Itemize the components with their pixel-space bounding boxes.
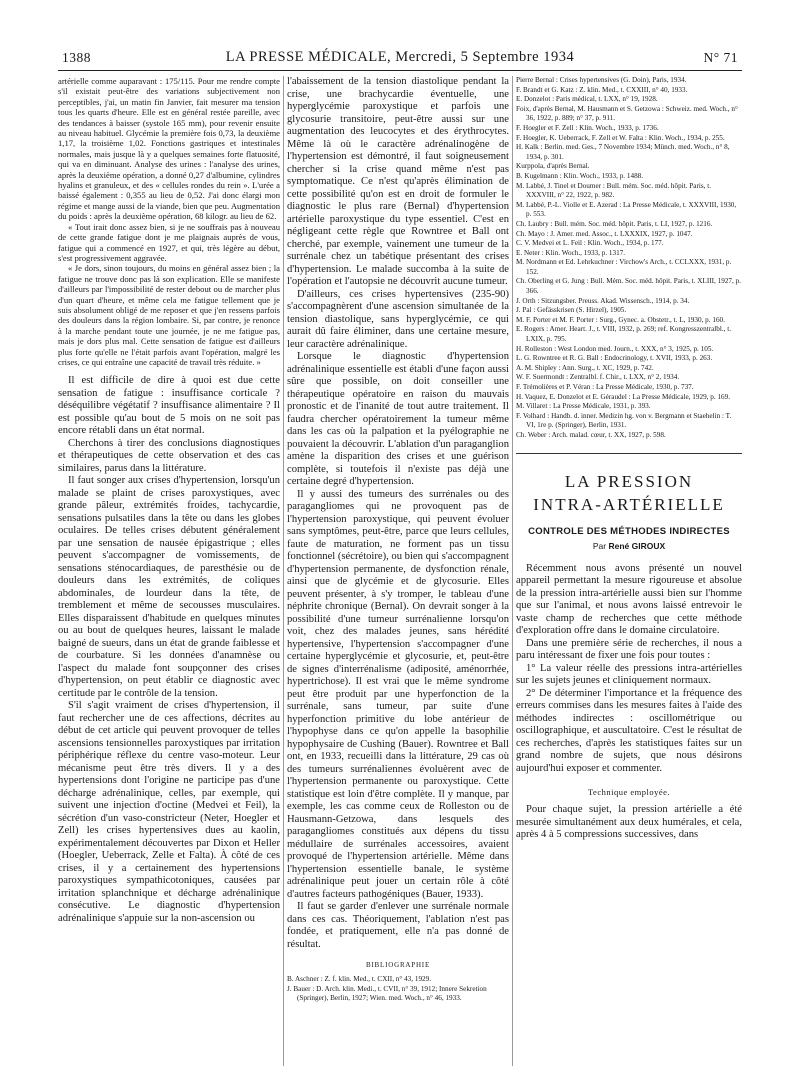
case-report-paragraph: « Je dors, sinon toujours, du moins en général assez bien ; la fatigue ne trouve donc pas là son explication. Elle se manifeste d'ailleurs par l'impossibilité de rester debout ou de marcher plus d'un quart d'heure, et même cela me fatigue tellement que je suis absolument obligé de me reposer et que j'en ressens parfois des douleurs dans la région lombaire. Si, par contre, je renonce à la marche pendant toute une journée, je ne me fatigue pas, mais je dors plus mal. Cette sensation de fatigue est d'ailleurs plus forte qu'elle ne l'était parfois avant l'opération, malgré les crises, ce qui entraîne une capacité de travail très réduite. » — [58, 263, 280, 367]
bibliography-entry: Ch. Laubry : Bull. mém. Soc. méd. hôpit. Paris, t. LI, 1927, p. 1216. — [516, 219, 713, 228]
bibliography-entry: Ch. Mayo : J. Amer. med. Assoc., t. LXXXIX, 1927, p. 1047. — [516, 229, 693, 238]
bibliography-entry: M. Nordmann et Ed. Lehrkuchner : Virchow's Arch., t. CCLXXX, 1931, p. 152. — [516, 258, 732, 276]
article-title: LA PRESSION — [564, 471, 694, 491]
section-heading: Technique employée. — [587, 787, 671, 798]
column-divider — [512, 76, 513, 1066]
article-author — [516, 541, 742, 551]
page-header — [58, 48, 742, 71]
bibliography-entry: F. Hoegler, K. Ueberrack, F. Zell et W. Falta : Klin. Woch., 1934, p. 255. — [516, 133, 725, 142]
bibliography-entry: Ch. Weber : Arch. malad. cœur, t. XX, 1927, p. 598. — [516, 430, 666, 439]
bibliography-entry: B. Kugelmann : Klin. Woch., 1933, p. 1488. — [516, 171, 644, 180]
body-paragraph: 1° La valeur réelle des pressions intra-artérielles sur les sujets jeunes et cliniquement normaux. — [516, 662, 742, 687]
article-title: INTRA-ARTÉRIELLE — [533, 494, 725, 514]
body-paragraph: Il est difficile de dire à quoi est due cette sensation de fatigue : insuffisance corticale ? déséquilibre végétatif ? insuffisance alimentaire ? Il est possible qu'au bout de 5 mois on ne soit pas encore rétabli dans un état normal. — [58, 375, 280, 437]
bibliography-entry: Ch. Oberling et G. Jung : Bull. Mém. Soc. méd. hôpit. Paris, t. XLIII, 1927, p. 366. — [516, 277, 741, 296]
bibliography-entry: J. Bauer : D. Arch. klin. Medi., t. CVII, n° 39, 1912; Innere Sekretion (Springer), Berlin, 1927; Wien. med. Woch., n° 46, 1933. — [287, 984, 487, 1003]
bibliography-entry: A. M. Shipley : Ann. Surg., t. XC, 1929, p. 742. — [516, 363, 654, 372]
bibliography-entry: J. Pal : Gefässkrisen (S. Hirzel), 1905. — [516, 306, 627, 315]
body-paragraph: Pour chaque sujet, la pression artérielle a été mesurée simultanément aux deux humérales, et cela, après 4 à 5 compressions successives, dans — [516, 804, 742, 841]
bibliography-entry: Foix, d'après Bernal, M. Hausmann et S. Getzowa : Schweiz. med. Woch., n° 36, 1922, p. 889; n° 37, p. 911. — [516, 104, 738, 123]
column-3 — [516, 76, 742, 1072]
bibliography-heading: BIBLIOGRAPHIE — [365, 961, 431, 969]
bibliography-entry: Pierre Bernal : Crises hypertensives (G. Doin), Paris, 1934. — [516, 76, 687, 84]
body-paragraph: l'abaissement de la tension diastolique pendant la crise, une brachycardie éventuelle, une hyperglycémie paroxystique et parfois une glycosurie transitoire, peut-être aussi sur une augmentation des leucocytes et des érythrocytes. Même là où le caractère adrénalinogène de l'hypertension est démontré, il faut soigneusement chercher si la crise quand même n'est pas symptomatique. Ce n'est qu'après élimination de cette possibilité qu'on est en droit de formuler le diagnostic le plus rare (Bernal) d'hypertension artérielle paroxystique du type essentiel. C'est en négligeant cette règle que Rowntree et Ball ont cherché, par exemple, vainement une tumeur de la surrénale chez un tabétique présentant des crises d'hypertension. Le malade succomba à la suite de l'opération et l'autopsie ne découvrit aucune tumeur. — [287, 76, 509, 287]
bibliography-entry: J. Orth : Sitzungsber. Preuss. Akad. Wissensch., 1914, p. 34. — [516, 296, 690, 305]
bibliography-entry: F. Trémolières et P. Véran : La Presse Médicale, 1930, p. 737. — [516, 383, 694, 391]
bibliography-entry: E. Neter : Klin. Woch., 1933, p. 1317. — [516, 248, 626, 257]
bibliography-entry: W. F. Suermondt : Zentralbl. f. Chir., t. LXX, n° 2, 1934. — [516, 373, 680, 382]
body-paragraph: Il y aussi des tumeurs des surrénales ou des paragangliomes qui ne provoquent pas de l'hypertension paroxystique, qui peuvent évoluer sans symptômes, peut-être, parce que leurs cellules, faute de maturation, ne forment pas un tissu fonctionnel (sécrétoire), ou bien qui s'accompagnent d'hypertension permanente, de dysfonction rénale, ainsi que de glycémie et de glycosurie. Elles peuvent présenter, à s'y tromper, le tableau d'une néphrite chronique (Bernal). On devrait songer à la possibilité d'une tumeur surrénalienne lorsqu'on voit, chez des malades jeunes, sans hérédité hypertensive, l'hypertension s'accompagner d'une certaine hyperglycémie et glycosurie, et, peut-être de signes d'interrénalisme (adiposité, aménorrhée, hypertrichose). Il est vrai que le même syndrome peut être produit par une hyperfonction de la surrénale, sans tumeur, par suite d'une hyperfonction primitive du lobe antérieur de l'hypophyse dans ce qu'on appelle la basophilie hypophysaire de Cushing (Bauer). Rowntree et Ball ont, en 1933, recueilli dans la littérature, 29 cas où des tumeurs surrénaliennes évoluèrent avec de l'hypertension permanente ou paroxystique. Cette statistique est loin d'être complète. Il y manque, par exemple, les cas comme ceux de Rolleston ou de Hausmann-Getzowa, dans lesquels des paragangliomes constitués aux dépens du tissu médullaire de surrénales accessoires, avaient provoqué de l'hypertension artérielle. Même dans l'hypertension essentielle banale, le système adrénalinique peut jouer un certain rôle à côté d'autres facteurs pathogéniques (Bauer, 1933). — [287, 488, 509, 900]
bibliography-entry: F. Brandt et G. Katz : Z. klin. Med., t. CXXIII, n° 40, 1933. — [516, 85, 688, 94]
article-title-block — [516, 453, 742, 551]
bibliography-entry: M. F. Porter et M. F. Porter : Surg., Gynec. a. Obstetr., t. L, 1930, p. 160. — [516, 315, 725, 324]
bibliography-entry: M. Labbé, P.-L. Violle et E. Azerad : La Presse Médicale, t. XXXVIII, 1930, p. 553. — [516, 200, 737, 219]
body-paragraph: Récemment nous avons présenté un nouvel appareil permettant la mesure rigoureuse et absolue de la pression intra-artérielle aussi bien sur l'homme que sur l'animal, et nous avons laissé entrevoir le vaste champ de recherches que cette méthode d'exploration offre dans le domaine circulatoire. — [516, 562, 742, 637]
body-paragraph: Il faut se garder d'enlever une surrénale normale dans ces cas. Théoriquement, l'ablation n'est pas fondée, et pratiquement, elle n'a pas donné de résultat. — [287, 901, 509, 950]
body-paragraph: S'il s'agit vraiment de crises d'hypertension, il faut rechercher une de ces affections, décrites au début de cet article qui peuvent provoquer de telles ascensions tensionnelles paroxystiques par irritation périphérique réflexe du centre vaso-moteur. Leur mécanisme peut être très divers. Il y a des hypertensions dont l'origine ne participe pas d'une décharge adrénalinique, celles, par exemple, qui suivent une injection d'octine (Medvei et Feil), la sécrétion d'un vaso-constricteur (Neter, Hoegler et Zell) les crises hypertensives dues au kaolin, expérimentalement découvertes par Dixon et Heller (Hoegler, Ueberrack, Zelle et Falta). À côté de ces crises, il y a certainement des hypertensions paroxystiques sympathicotoniques, causées par irritation splanchnique et décharge adrénalinique consécutive. Le diagnostic d'hypertension adrénalinique s'appuie sur la non-ascension ou — [58, 700, 280, 924]
case-report-paragraph: « Tout irait donc assez bien, si je ne souffrais pas à nouveau de cette grande fatigue dont je me plaignais auprès de vous, fatigue qui a commencé en 1927, et qui, très légère au début, s'est progressivement aggravée. — [58, 221, 280, 263]
bibliography-entry: L. G. Rowntree et R. G. Ball : Endocrinology, t. XVII, 1933, p. 263. — [516, 354, 713, 363]
bibliography-entry: F. Volhard : Handb. d. inner. Medizin hg. von v. Bergmann et Staehelin : T. VI, 1re p. (Springer), Berlin, 1931. — [516, 411, 732, 430]
column-2 — [287, 76, 509, 1072]
bibliography-entry: B. Aschner : Z. f. klin. Med., t. CXII, n° 43, 1929. — [287, 975, 432, 983]
bibliography-entry: H. Kalk : Berlin. med. Ges., 7 Novembre 1934; Münch. med. Woch., n° 8, 1934, p. 301. — [516, 143, 730, 161]
bibliography-entry: H. Vaquez, E. Donzelot et E. Géraudel : La Presse Médicale, 1929, p. 169. — [516, 392, 731, 401]
body-paragraph: Cherchons à tirer des conclusions diagnostiques et thérapeutiques de cette observation et des cas similaires, parus dans la littérature. — [58, 437, 280, 474]
bibliography-entry: C. V. Medvei et L. Feil : Klin. Woch., 1934, p. 177. — [516, 239, 664, 248]
bibliography-entry: M. Labbé, J. Tinel et Doumer : Bull. mém. Soc. méd. hôpit. Paris, t. XXXVIII, n° 22, 1922, p. 982. — [516, 181, 712, 200]
body-paragraph: Lorsque le diagnostic d'hypertension adrénalinique essentielle est établi d'une façon aussi sûre que possible, on doit conseiller une thérapeutique opératoire en raison du mauvais pronostic et de l'inanité de tout autre traitement. Il faudra chercher opératoirement la tumeur même dans les cas où la palpation et la pyélographie ne pouvaient la découvrir. L'ablation d'un paraganglion amène la disparition des crises et une guérison complète, si toutefois il n'existe pas déjà une certaine degré d'hypertension. — [287, 351, 509, 487]
column-1 — [58, 76, 280, 1072]
body-paragraph: Il faut songer aux crises d'hypertension, lorsqu'un malade se plaint de crises paroxystiques, avec grande pâleur, extrémités froides, tachycardie, sensations pulsatiles dans la tête ou dans les globes oculaires. De telles crises débutent généralement par une sensation de nausée épigastrique ; elles peuvent s'accompagner de vomissements, de sensations sténocardiaques, de paresthésie ou de douleurs dans les extrémités, de coliques abdominales, de lourdeur dans la tête, de tremblement et même de secousses musculaires. Elles disparaissent d'habitude en quelques minutes ou au bout de quelques heures, laissant le malade baigné de sueurs, dans un état de grande faiblesse et de courbature. Si les données d'anamnèse ou l'aspect du malade font soupçonner des crises d'hypertension, on peut établir ce diagnostic avec certitude par le contrôle de la tension. — [58, 475, 280, 699]
body-paragraph: Dans une première série de recherches, il nous a paru intéressant de fixer une fois pour toutes : — [516, 637, 742, 662]
bibliography-entry: H. Rolleston : West London med. Journ., t. XXX, n° 3, 1925, p. 105. — [516, 344, 714, 353]
author-prefix: Par — [592, 540, 607, 551]
bibliography-entry: E. Rogers : Amer. Heart. J., t. VIII, 1932, p. 269; ref. Kongresszentralbl., t. LXIX, p. 795. — [516, 325, 732, 344]
bibliography-entry: M. Villaret : La Presse Médicale, 1931, p. 393. — [516, 402, 651, 411]
bibliography-entry: F. Hoegler et F. Zell : Klin. Woch., 1933, p. 1736. — [516, 123, 659, 132]
case-report-paragraph: artérielle comme auparavant : 175/115. Pour me rendre compte s'il existait peut-être des variations subjectivement non perceptibles, j'ai, un matin fin Janvier, fait mesurer ma tension tous les quarts d'heure. Elle est en général restée pareille, avec des tendances à baisser (systole 165 mm), pour revenir ensuite au niveau habituel. Glycémie la première fois 0,73, la deuxième 1,17, la troisième 1,02. Fonctions gastriques et intestinales normales, mais jusque là y a quelques semaines forte flatuosité, qui va en diminuant. Analyse des urines : l'analyse des urines, après la deuxième opération, a donné 0,27 d'albumine, cylindres hyalins et granuleux, et des « cellules rondes du rein ». L'urée a baissé également : 0,355 au lieu de 0,52. J'ai donc élargi mon régime et mange aussi de la viande, bien que peu. Augmentation du poids : après la deuxième opération, 68 kilogr. au lieu de 62. — [58, 76, 280, 222]
page-number: 1388 — [62, 50, 91, 65]
author-name: René GIROUX — [608, 540, 666, 551]
journal-title: LA PRESSE MÉDICALE, Mercredi, 5 Septembre 1934 — [225, 49, 575, 65]
body-paragraph: D'ailleurs, ces crises hypertensives (235-90) s'accompagnèrent d'une ascension simultanée de la tension diastolique, sans hyperglycémie, ce qui aurait dû faire éliminer, dans une certaine mesure, leur caractère adrénalinique. — [287, 288, 509, 350]
bibliography-entry: E. Donzelot : Paris médical, t. LXX, n° 19, 1928. — [516, 95, 658, 104]
article-subtitle: CONTROLE DES MÉTHODES INDIRECTES — [528, 525, 730, 537]
bibliography-entry: Kurppola, d'après Bernal. — [516, 162, 590, 171]
body-paragraph: 2° De déterminer l'importance et la fréquence des erreurs commises dans les mesures faites à l'aide des méthodes indirectes : oscillométrique ou oscillographique, et auscultatoire. C'est le résultat de ces recherches, d'après les statistiques faites sur un grand nombre de sujets, que nous désirons aujourd'hui exposer et commenter. — [516, 687, 742, 774]
issue-number: N° 71 — [703, 50, 738, 65]
column-divider — [283, 76, 284, 1066]
